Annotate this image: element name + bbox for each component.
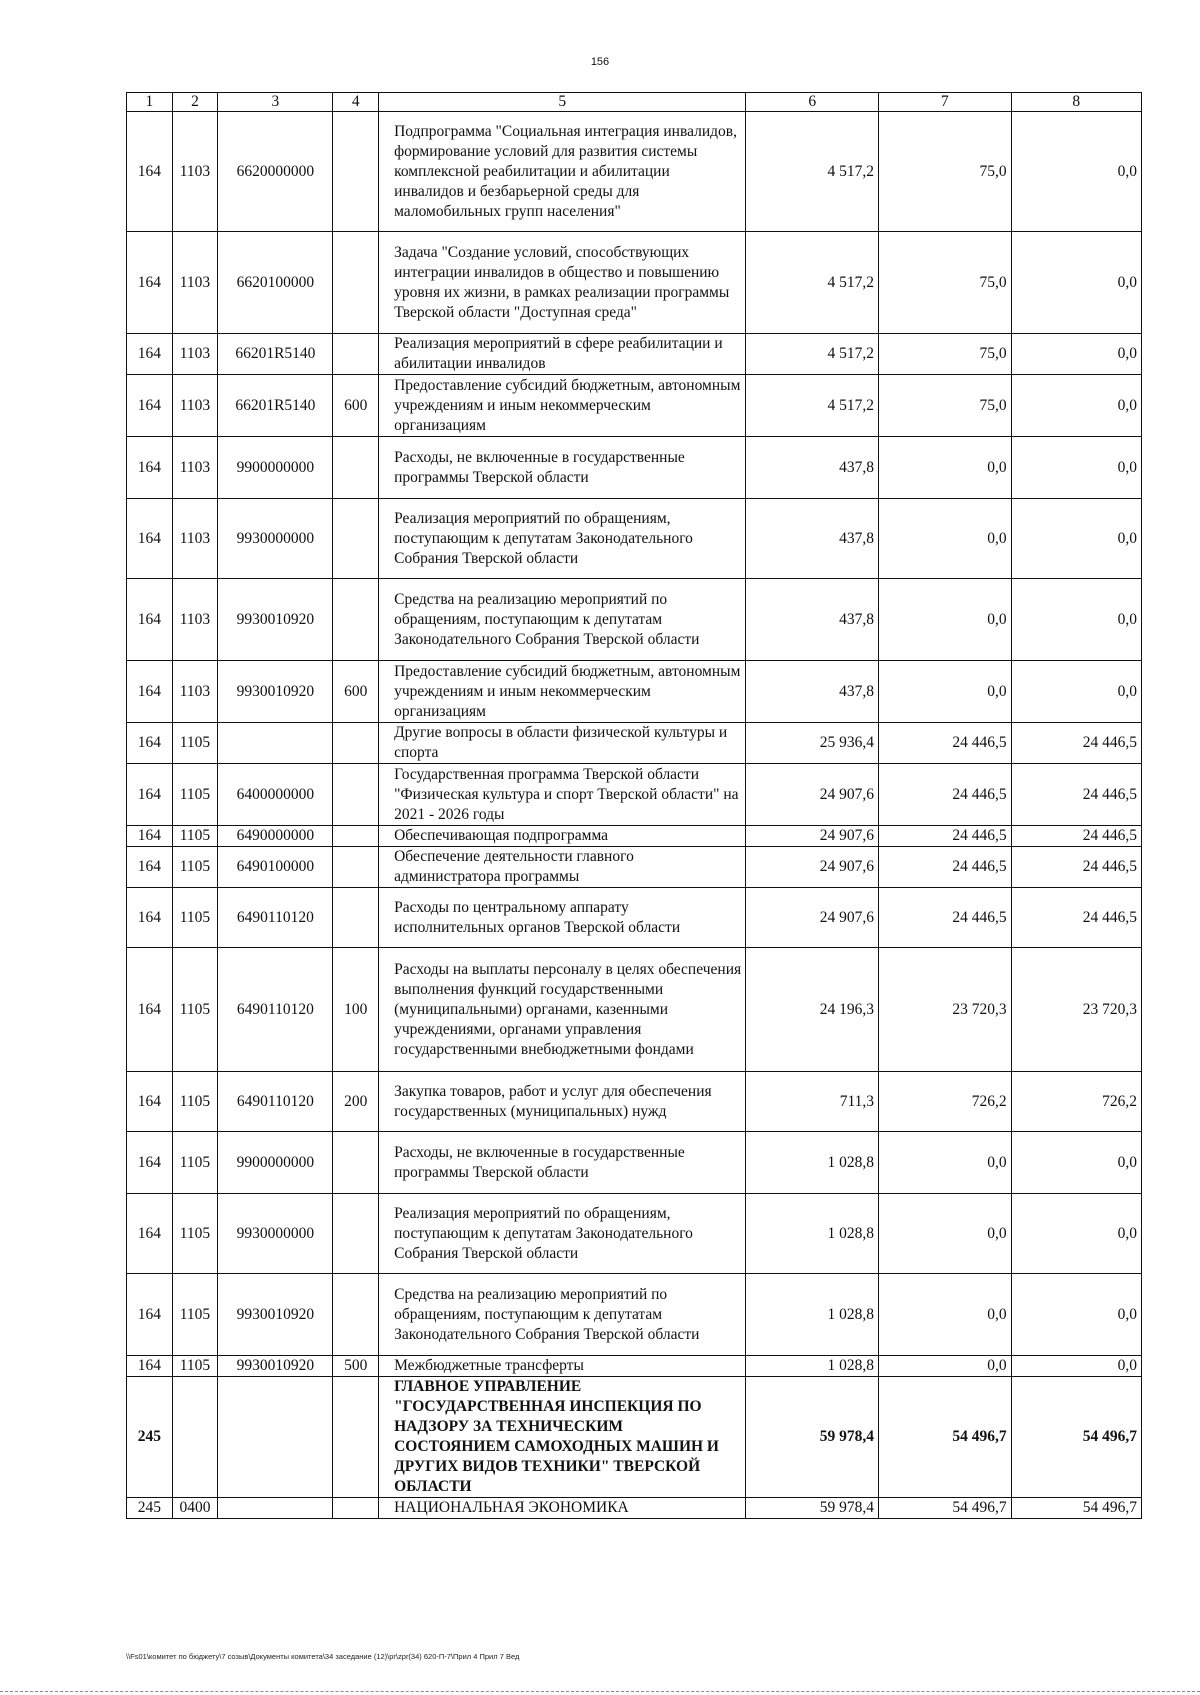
cell-col-8: 54 496,7	[1011, 1377, 1141, 1498]
cell-col-8: 0,0	[1011, 334, 1141, 375]
cell-col-2: 1103	[172, 437, 218, 499]
cell-col-5: Предоставление субсидий бюджетным, автономным учреждениям и иным некоммерческим организациям	[379, 375, 746, 437]
cell-col-4	[333, 888, 379, 948]
cell-col-3: 66201R5140	[218, 334, 333, 375]
cell-col-5: Другие вопросы в области физической культуры и спорта	[379, 723, 746, 764]
cell-col-8: 24 446,5	[1011, 764, 1141, 826]
cell-col-3: 6620100000	[218, 232, 333, 334]
cell-col-7: 23 720,3	[879, 948, 1012, 1072]
cell-col-3: 9930010920	[218, 1274, 333, 1356]
table-row	[127, 1072, 1142, 1132]
cell-col-1: 164	[127, 1356, 173, 1377]
cell-col-6: 4 517,2	[746, 232, 879, 334]
cell-col-8: 0,0	[1011, 579, 1141, 661]
cell-col-5: Средства на реализацию мероприятий по обращениям, поступающим к депутатам Законодательного Собрания Тверской области	[379, 1274, 746, 1356]
cell-col-7: 75,0	[879, 112, 1012, 232]
cell-col-2	[172, 1377, 218, 1498]
cell-col-5: Реализация мероприятий по обращениям, поступающим к депутатам Законодательного Собрания Тверской области	[379, 1194, 746, 1274]
cell-col-1: 164	[127, 112, 173, 232]
cell-col-3: 66201R5140	[218, 375, 333, 437]
cell-col-7: 0,0	[879, 661, 1012, 723]
cell-col-5: Реализация мероприятий по обращениям, поступающим к депутатам Законодательного Собрания Тверской области	[379, 499, 746, 579]
cell-col-1: 164	[127, 847, 173, 888]
cell-col-3	[218, 723, 333, 764]
cell-col-8: 0,0	[1011, 437, 1141, 499]
col-header-3: 3	[218, 93, 333, 112]
cell-col-1: 164	[127, 1132, 173, 1194]
cell-col-3	[218, 1498, 333, 1519]
cell-col-2: 1105	[172, 847, 218, 888]
cell-col-1: 164	[127, 499, 173, 579]
cell-col-6: 437,8	[746, 579, 879, 661]
cell-col-6: 25 936,4	[746, 723, 879, 764]
cell-col-1: 245	[127, 1498, 173, 1519]
table-row	[127, 334, 1142, 375]
col-header-2: 2	[172, 93, 218, 112]
cell-col-2: 1105	[172, 948, 218, 1072]
cell-col-8: 23 720,3	[1011, 948, 1141, 1072]
cell-col-7: 0,0	[879, 499, 1012, 579]
cell-col-4	[333, 437, 379, 499]
cell-col-2: 1103	[172, 375, 218, 437]
cell-col-8: 54 496,7	[1011, 1498, 1141, 1519]
cell-col-8: 0,0	[1011, 661, 1141, 723]
header-row	[127, 93, 1142, 112]
cell-col-6: 437,8	[746, 437, 879, 499]
table-row	[127, 437, 1142, 499]
cell-col-6: 1 028,8	[746, 1132, 879, 1194]
cell-col-2: 1103	[172, 232, 218, 334]
cell-col-3: 9930010920	[218, 1356, 333, 1377]
page-number: 156	[590, 56, 610, 68]
cell-col-8: 0,0	[1011, 1132, 1141, 1194]
cell-col-7: 54 496,7	[879, 1498, 1012, 1519]
cell-col-7: 54 496,7	[879, 1377, 1012, 1498]
cell-col-5: Подпрограмма "Социальная интеграция инвалидов, формирование условий для развития системы комплексной реабилитации и абилитации инвалидов и безбарьерной среды для маломобильных групп населения"	[379, 112, 746, 232]
cell-col-3: 6490110120	[218, 888, 333, 948]
cell-col-3: 9930000000	[218, 499, 333, 579]
table-row	[127, 826, 1142, 847]
cell-col-2: 0400	[172, 1498, 218, 1519]
budget-table	[126, 92, 1142, 1519]
cell-col-7: 24 446,5	[879, 826, 1012, 847]
table-row	[127, 1132, 1142, 1194]
table-row	[127, 112, 1142, 232]
cell-col-6: 4 517,2	[746, 375, 879, 437]
cell-col-4: 100	[333, 948, 379, 1072]
cell-col-8: 24 446,5	[1011, 723, 1141, 764]
cell-col-6: 24 196,3	[746, 948, 879, 1072]
cell-col-2: 1103	[172, 499, 218, 579]
cell-col-4	[333, 723, 379, 764]
cell-col-6: 59 978,4	[746, 1377, 879, 1498]
cell-col-5: Расходы, не включенные в государственные программы Тверской области	[379, 1132, 746, 1194]
cell-col-4	[333, 232, 379, 334]
cell-col-6: 24 907,6	[746, 826, 879, 847]
cell-col-4: 600	[333, 661, 379, 723]
table-row	[127, 375, 1142, 437]
cell-col-4	[333, 1377, 379, 1498]
col-header-5: 5	[379, 93, 746, 112]
cell-col-6: 24 907,6	[746, 847, 879, 888]
table-row	[127, 723, 1142, 764]
cell-col-8: 24 446,5	[1011, 847, 1141, 888]
cell-col-8: 0,0	[1011, 375, 1141, 437]
cell-col-1: 164	[127, 579, 173, 661]
cell-col-5: Межбюджетные трансферты	[379, 1356, 746, 1377]
col-header-8: 8	[1011, 93, 1141, 112]
cell-col-4: 600	[333, 375, 379, 437]
cell-col-8: 24 446,5	[1011, 826, 1141, 847]
cell-col-2: 1103	[172, 334, 218, 375]
cell-col-8: 0,0	[1011, 1194, 1141, 1274]
cell-col-3: 6490110120	[218, 948, 333, 1072]
cell-col-3: 9930010920	[218, 661, 333, 723]
cell-col-7: 726,2	[879, 1072, 1012, 1132]
cell-col-7: 24 446,5	[879, 888, 1012, 948]
cell-col-6: 711,3	[746, 1072, 879, 1132]
cell-col-2: 1105	[172, 1132, 218, 1194]
cell-col-1: 164	[127, 764, 173, 826]
cell-col-5: НАЦИОНАЛЬНАЯ ЭКОНОМИКА	[379, 1498, 746, 1519]
cell-col-1: 164	[127, 1274, 173, 1356]
cell-col-4: 200	[333, 1072, 379, 1132]
cell-col-3: 9930000000	[218, 1194, 333, 1274]
table-row	[127, 847, 1142, 888]
cell-col-1: 164	[127, 888, 173, 948]
cell-col-4	[333, 1194, 379, 1274]
cell-col-8: 24 446,5	[1011, 888, 1141, 948]
cell-col-3: 9930010920	[218, 579, 333, 661]
cell-col-7: 24 446,5	[879, 723, 1012, 764]
col-header-7: 7	[879, 93, 1012, 112]
cell-col-4	[333, 334, 379, 375]
cell-col-4	[333, 764, 379, 826]
cell-col-7: 0,0	[879, 437, 1012, 499]
table-row	[127, 232, 1142, 334]
cell-col-5: Обеспечивающая подпрограмма	[379, 826, 746, 847]
bottom-dashed-line	[0, 1691, 1200, 1692]
cell-col-1: 164	[127, 723, 173, 764]
cell-col-2: 1103	[172, 112, 218, 232]
cell-col-5: Реализация мероприятий в сфере реабилитации и абилитации инвалидов	[379, 334, 746, 375]
cell-col-7: 75,0	[879, 375, 1012, 437]
table-row	[127, 948, 1142, 1072]
cell-col-3: 6490100000	[218, 847, 333, 888]
cell-col-1: 164	[127, 1194, 173, 1274]
cell-col-5: Закупка товаров, работ и услуг для обеспечения государственных (муниципальных) нужд	[379, 1072, 746, 1132]
table-row	[127, 888, 1142, 948]
cell-col-8: 0,0	[1011, 1274, 1141, 1356]
cell-col-7: 75,0	[879, 334, 1012, 375]
col-header-6: 6	[746, 93, 879, 112]
cell-col-6: 24 907,6	[746, 764, 879, 826]
table-row	[127, 661, 1142, 723]
table-row	[127, 1498, 1142, 1519]
table-row	[127, 579, 1142, 661]
table-row	[127, 764, 1142, 826]
cell-col-1: 164	[127, 437, 173, 499]
cell-col-7: 0,0	[879, 1274, 1012, 1356]
cell-col-6: 1 028,8	[746, 1274, 879, 1356]
cell-col-5: Расходы по центральному аппарату исполнительных органов Тверской области	[379, 888, 746, 948]
cell-col-1: 164	[127, 826, 173, 847]
cell-col-5: Расходы на выплаты персоналу в целях обеспечения выполнения функций государственными (муниципальными) органами, казенными учреждениями, органами управления государственными внебюджетными фондами	[379, 948, 746, 1072]
cell-col-7: 24 446,5	[879, 847, 1012, 888]
cell-col-4	[333, 826, 379, 847]
cell-col-2: 1105	[172, 1072, 218, 1132]
cell-col-4	[333, 847, 379, 888]
cell-col-4	[333, 579, 379, 661]
cell-col-5: Средства на реализацию мероприятий по обращениям, поступающим к депутатам Законодательного Собрания Тверской области	[379, 579, 746, 661]
cell-col-2: 1105	[172, 1356, 218, 1377]
cell-col-3: 6490000000	[218, 826, 333, 847]
cell-col-3: 6400000000	[218, 764, 333, 826]
cell-col-3: 6490110120	[218, 1072, 333, 1132]
cell-col-5: Задача "Создание условий, способствующих интеграции инвалидов в общество и повышению уровня их жизни, в рамках реализации программы Тверской области "Доступная среда"	[379, 232, 746, 334]
cell-col-5: ГЛАВНОЕ УПРАВЛЕНИЕ "ГОСУДАРСТВЕННАЯ ИНСПЕКЦИЯ ПО НАДЗОРУ ЗА ТЕХНИЧЕСКИМ СОСТОЯНИЕМ САМОХОДНЫХ МАШИН И ДРУГИХ ВИДОВ ТЕХНИКИ" ТВЕРСКОЙ ОБЛАСТИ	[379, 1377, 746, 1498]
cell-col-8: 726,2	[1011, 1072, 1141, 1132]
cell-col-1: 164	[127, 1072, 173, 1132]
cell-col-2: 1105	[172, 1194, 218, 1274]
cell-col-2: 1105	[172, 826, 218, 847]
cell-col-1: 164	[127, 232, 173, 334]
cell-col-8: 0,0	[1011, 232, 1141, 334]
col-header-1: 1	[127, 93, 173, 112]
cell-col-7: 0,0	[879, 1132, 1012, 1194]
cell-col-4: 500	[333, 1356, 379, 1377]
table-row	[127, 1194, 1142, 1274]
cell-col-2: 1105	[172, 888, 218, 948]
cell-col-8: 0,0	[1011, 499, 1141, 579]
cell-col-4	[333, 1274, 379, 1356]
cell-col-2: 1105	[172, 723, 218, 764]
cell-col-5: Предоставление субсидий бюджетным, автономным учреждениям и иным некоммерческим организациям	[379, 661, 746, 723]
footer-file-path: \\Fs01\комитет по бюджету\7 созыв\Документы комитета\34 заседание (12)\pr\zpr(34) 620-П-7\Прил 4 Прил 7 Вед	[126, 1652, 520, 1661]
cell-col-6: 437,8	[746, 499, 879, 579]
cell-col-3: 6620000000	[218, 112, 333, 232]
cell-col-2: 1103	[172, 579, 218, 661]
cell-col-3: 9900000000	[218, 1132, 333, 1194]
cell-col-6: 1 028,8	[746, 1194, 879, 1274]
cell-col-6: 4 517,2	[746, 112, 879, 232]
cell-col-6: 59 978,4	[746, 1498, 879, 1519]
cell-col-1: 164	[127, 334, 173, 375]
cell-col-5: Государственная программа Тверской области "Физическая культура и спорт Тверской области" на 2021 - 2026 годы	[379, 764, 746, 826]
cell-col-3	[218, 1377, 333, 1498]
cell-col-4	[333, 499, 379, 579]
cell-col-7: 75,0	[879, 232, 1012, 334]
table-row	[127, 1377, 1142, 1498]
cell-col-5: Обеспечение деятельности главного администратора программы	[379, 847, 746, 888]
cell-col-2: 1103	[172, 661, 218, 723]
cell-col-2: 1105	[172, 1274, 218, 1356]
cell-col-8: 0,0	[1011, 1356, 1141, 1377]
cell-col-6: 4 517,2	[746, 334, 879, 375]
cell-col-8: 0,0	[1011, 112, 1141, 232]
table-row	[127, 1274, 1142, 1356]
cell-col-4	[333, 112, 379, 232]
cell-col-6: 24 907,6	[746, 888, 879, 948]
cell-col-4	[333, 1498, 379, 1519]
cell-col-7: 0,0	[879, 1194, 1012, 1274]
cell-col-4	[333, 1132, 379, 1194]
cell-col-1: 245	[127, 1377, 173, 1498]
cell-col-7: 0,0	[879, 1356, 1012, 1377]
cell-col-3: 9900000000	[218, 437, 333, 499]
cell-col-2: 1105	[172, 764, 218, 826]
cell-col-1: 164	[127, 661, 173, 723]
cell-col-5: Расходы, не включенные в государственные программы Тверской области	[379, 437, 746, 499]
cell-col-7: 24 446,5	[879, 764, 1012, 826]
cell-col-6: 437,8	[746, 661, 879, 723]
table-row	[127, 499, 1142, 579]
cell-col-1: 164	[127, 948, 173, 1072]
cell-col-6: 1 028,8	[746, 1356, 879, 1377]
cell-col-1: 164	[127, 375, 173, 437]
table-row	[127, 1356, 1142, 1377]
cell-col-7: 0,0	[879, 579, 1012, 661]
col-header-4: 4	[333, 93, 379, 112]
